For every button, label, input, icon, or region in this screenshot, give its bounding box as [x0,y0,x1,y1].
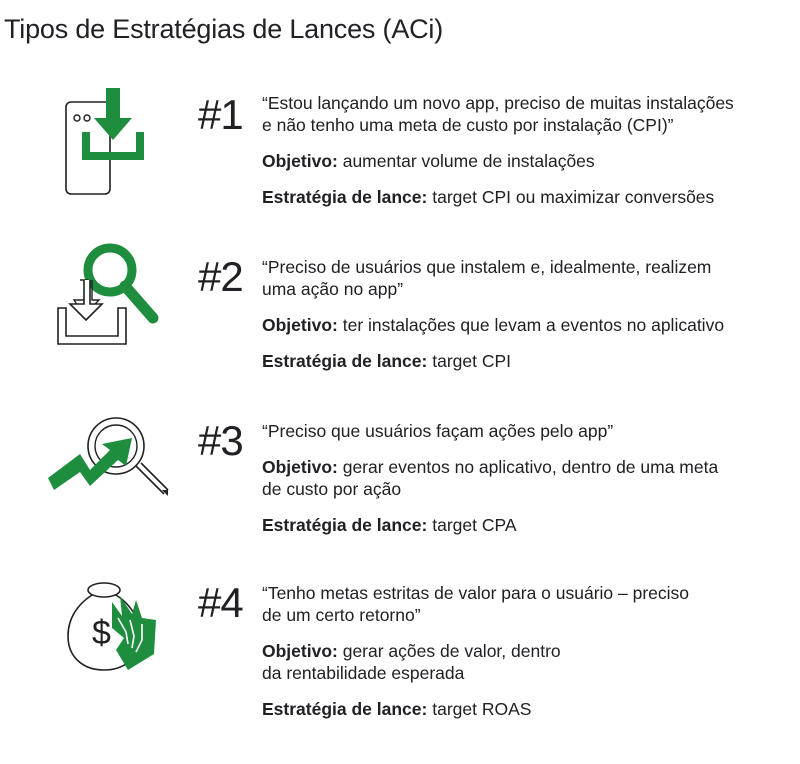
strategy-text: target CPA [432,515,517,535]
strategy-item-2 [0,238,800,388]
strategy-row [262,698,792,720]
quote-line: uma ação no app” [262,279,404,299]
quote-line: de um certo retorno” [262,605,421,625]
strategy-text: target CPI [432,351,512,371]
strategy-label: Estratégia de lance: [262,351,428,371]
svg-text:$: $ [92,614,111,652]
objective-label: Objetivo: [262,641,338,661]
strategy-text: target ROAS [432,699,532,719]
quote-line: “Tenho metas estritas de valor para o usuário – preciso [262,583,690,603]
strategy-item-3 [0,404,800,554]
objective-continuation: de custo por ação [262,479,402,499]
search-download-icon [54,240,169,350]
objective-row [262,640,792,662]
item-number: #2 [198,253,243,300]
strategy-row [262,186,792,208]
objective-row [262,150,792,172]
objective-label: Objetivo: [262,315,338,335]
item-number: #1 [198,91,243,138]
objective-row [262,314,792,336]
objective-label: Objetivo: [262,151,338,171]
item-text [262,582,792,720]
strategy-item-1 [0,80,800,230]
strategy-item-4 [0,572,800,732]
objective-row [262,456,792,478]
objective-text: gerar eventos no aplicativo, dentro de uma meta [342,457,719,477]
objective-text: gerar ações de valor, dentro [342,641,561,661]
objective-label: Objetivo: [262,457,338,477]
item-text [262,256,792,372]
quote-line: “Preciso que usuários façam ações pelo app” [262,421,614,441]
objective-text: aumentar volume de instalações [342,151,595,171]
strategy-label: Estratégia de lance: [262,515,428,535]
objective-continuation: da rentabilidade esperada [262,663,465,683]
strategy-row [262,514,792,536]
phone-download-icon [60,88,170,203]
quote-line: “Estou lançando um novo app, preciso de muitas instalações [262,93,734,113]
strategy-label: Estratégia de lance: [262,187,428,207]
page-title: Tipos de Estratégias de Lances (ACi) [4,14,444,44]
item-number: #4 [198,579,243,626]
objective-text: ter instalações que levam a eventos no aplicativo [342,315,725,335]
trend-magnifier-icon [44,410,174,502]
strategy-text: target CPI ou maximizar conversões [432,187,715,207]
quote-line: e não tenho uma meta de custo por instalação (CPI)” [262,115,674,135]
item-number: #3 [198,417,243,464]
strategy-label: Estratégia de lance: [262,699,428,719]
item-text [262,92,792,208]
quote-line: “Preciso de usuários que instalem e, idealmente, realizem [262,257,712,277]
money-bag-icon [62,578,172,678]
item-text [262,420,792,536]
strategy-row [262,350,792,372]
